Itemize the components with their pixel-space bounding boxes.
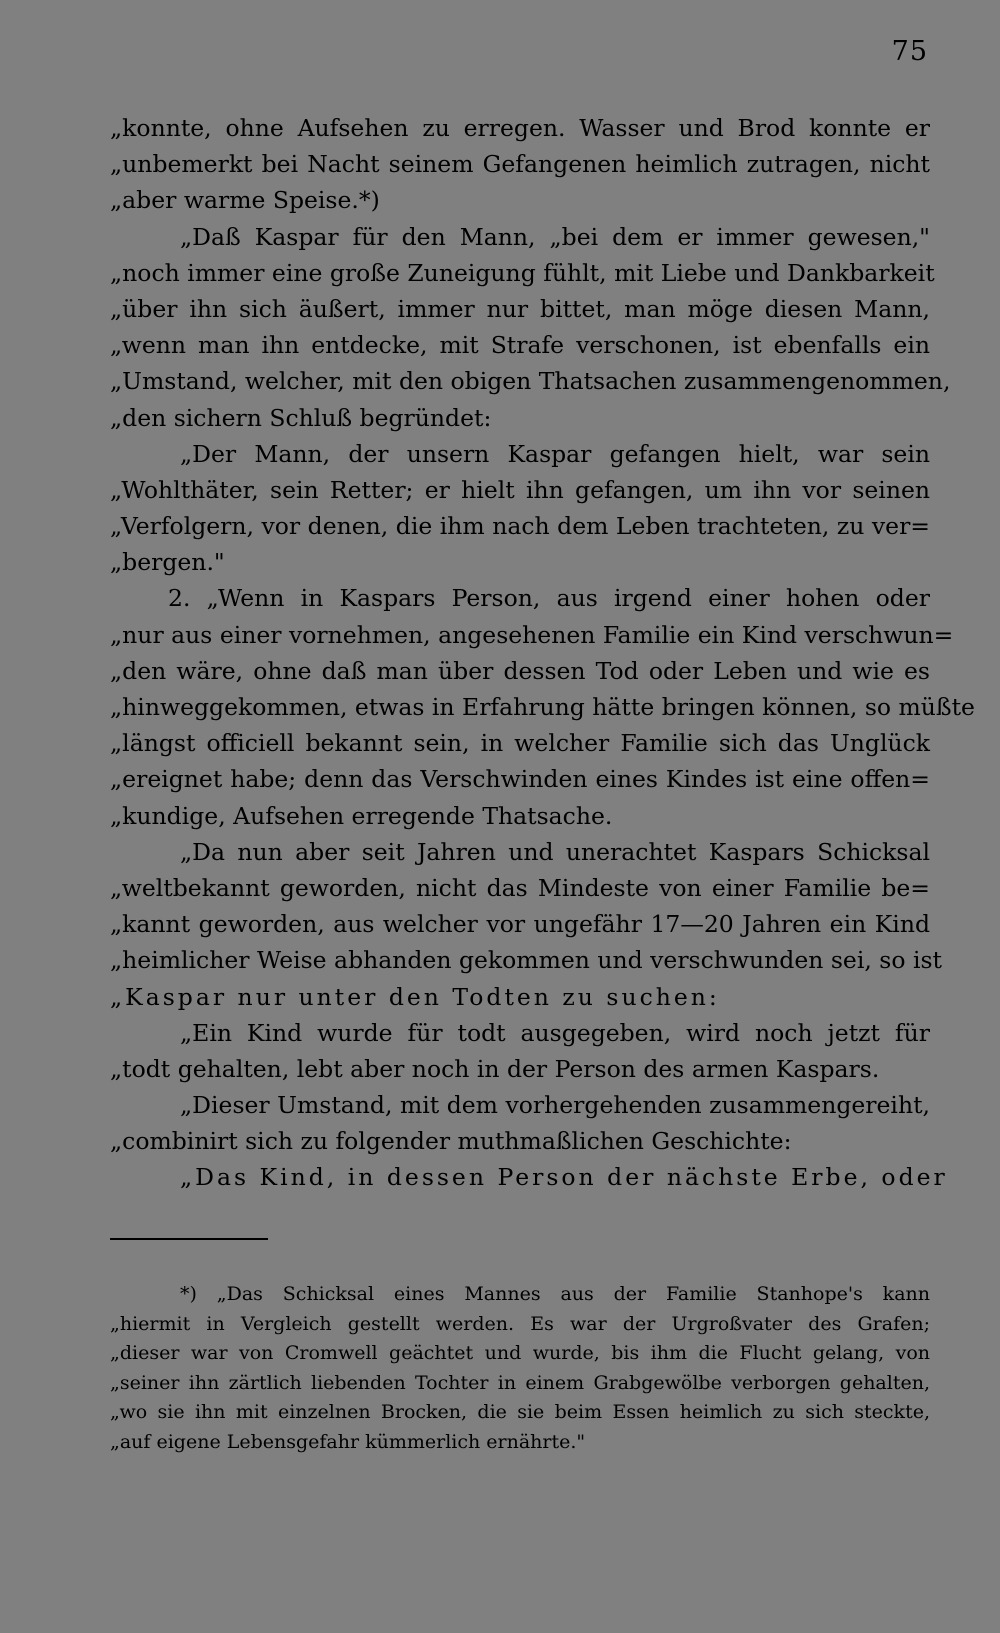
text-line: „kannt geworden, aus welcher vor ungefähr 17—20 Jahren ein Kind <box>110 910 930 939</box>
footnote-line: „dieser war von Cromwell geächtet und wurde, bis ihm die Flucht gelang, von <box>110 1342 930 1364</box>
text-line: „längst officiell bekannt sein, in welcher Familie sich das Unglück <box>110 729 930 758</box>
text-line: „Daß Kaspar für den Mann, „bei dem er immer gewesen," <box>180 222 930 251</box>
text-line: „den sichern Schluß begründet: <box>110 403 492 432</box>
text-line: „Kaspar nur unter den Todten zu suchen: <box>110 982 720 1011</box>
footnote-line: „auf eigene Lebensgefahr kümmerlich ernährte." <box>110 1430 586 1453</box>
text-line: „Wohlthäter, sein Retter; er hielt ihn gefangen, um ihn vor seinen <box>110 475 930 504</box>
footnote-line: „seiner ihn zärtlich liebenden Tochter in einem Grabgewölbe verborgen gehalten, <box>110 1371 930 1394</box>
text-line: „Der Mann, der unsern Kaspar gefangen hielt, war sein <box>180 439 930 468</box>
text-line: „ereignet habe; denn das Verschwinden eines Kindes ist eine offen= <box>110 765 930 794</box>
page-number: 75 <box>891 36 928 67</box>
text-line: „Da nun aber seit Jahren und unerachtet Kaspars Schicksal <box>180 837 930 866</box>
text-line: „hinweggekommen, etwas in Erfahrung hätte bringen können, so müßte <box>110 693 975 721</box>
text-line: „combinirt sich zu folgender muthmaßlichen Geschichte: <box>110 1127 792 1156</box>
text-line: „Verfolgern, vor denen, die ihm nach dem Leben trachteten, zu ver= <box>110 512 930 541</box>
text-line: „Dieser Umstand, mit dem vorhergehenden zusammengereiht, <box>180 1091 930 1120</box>
footnote-line: „wo sie ihn mit einzelnen Brocken, die sie beim Essen heimlich zu sich steckte, <box>110 1401 930 1423</box>
text-line: „konnte, ohne Aufsehen zu erregen. Wasser und Brod konnte er <box>110 114 930 142</box>
text-line: „bergen." <box>110 548 225 577</box>
footnote-line: „hiermit in Vergleich gestellt werden. Es war der Urgroßvater des Grafen; <box>110 1312 930 1335</box>
text-line: „Ein Kind wurde für todt ausgegeben, wird noch jetzt für <box>180 1018 930 1047</box>
text-line: „den wäre, ohne daß man über dessen Tod oder Leben und wie es <box>110 656 930 685</box>
text-line: „kundige, Aufsehen erregende Thatsache. <box>110 801 613 830</box>
text-line: „heimlicher Weise abhanden gekommen und verschwunden sei, so ist <box>110 946 942 975</box>
footnote <box>110 1280 930 1457</box>
footnote-divider <box>110 1238 268 1240</box>
footnote-line: *) „Das Schicksal eines Mannes aus der Familie Stanhope's kann <box>180 1283 930 1305</box>
text-line: „Das Kind, in dessen Person der nächste Erbe, oder <box>180 1163 948 1192</box>
text-line: „unbemerkt bei Nacht seinem Gefangenen heimlich zutragen, nicht <box>110 150 930 179</box>
text-line: 2. „Wenn in Kaspars Person, aus irgend einer hohen oder <box>168 584 930 613</box>
text-line: „weltbekannt geworden, nicht das Mindeste von einer Familie be= <box>110 873 930 902</box>
text-line: „noch immer eine große Zuneigung fühlt, mit Liebe und Dankbarkeit <box>110 258 935 287</box>
text-line: „todt gehalten, lebt aber noch in der Person des armen Kaspars. <box>110 1054 880 1083</box>
text-line: „über ihn sich äußert, immer nur bittet, man möge diesen Mann, <box>110 294 930 323</box>
text-line: „wenn man ihn entdecke, mit Strafe verschonen, ist ebenfalls ein <box>110 331 930 360</box>
text-line: „nur aus einer vornehmen, angesehenen Familie ein Kind verschwun= <box>110 620 954 649</box>
text-line: „aber warme Speise.*) <box>110 186 380 215</box>
text-line: „Umstand, welcher, mit den obigen Thatsachen zusammengenommen, <box>110 367 951 396</box>
body-text <box>110 110 975 1196</box>
